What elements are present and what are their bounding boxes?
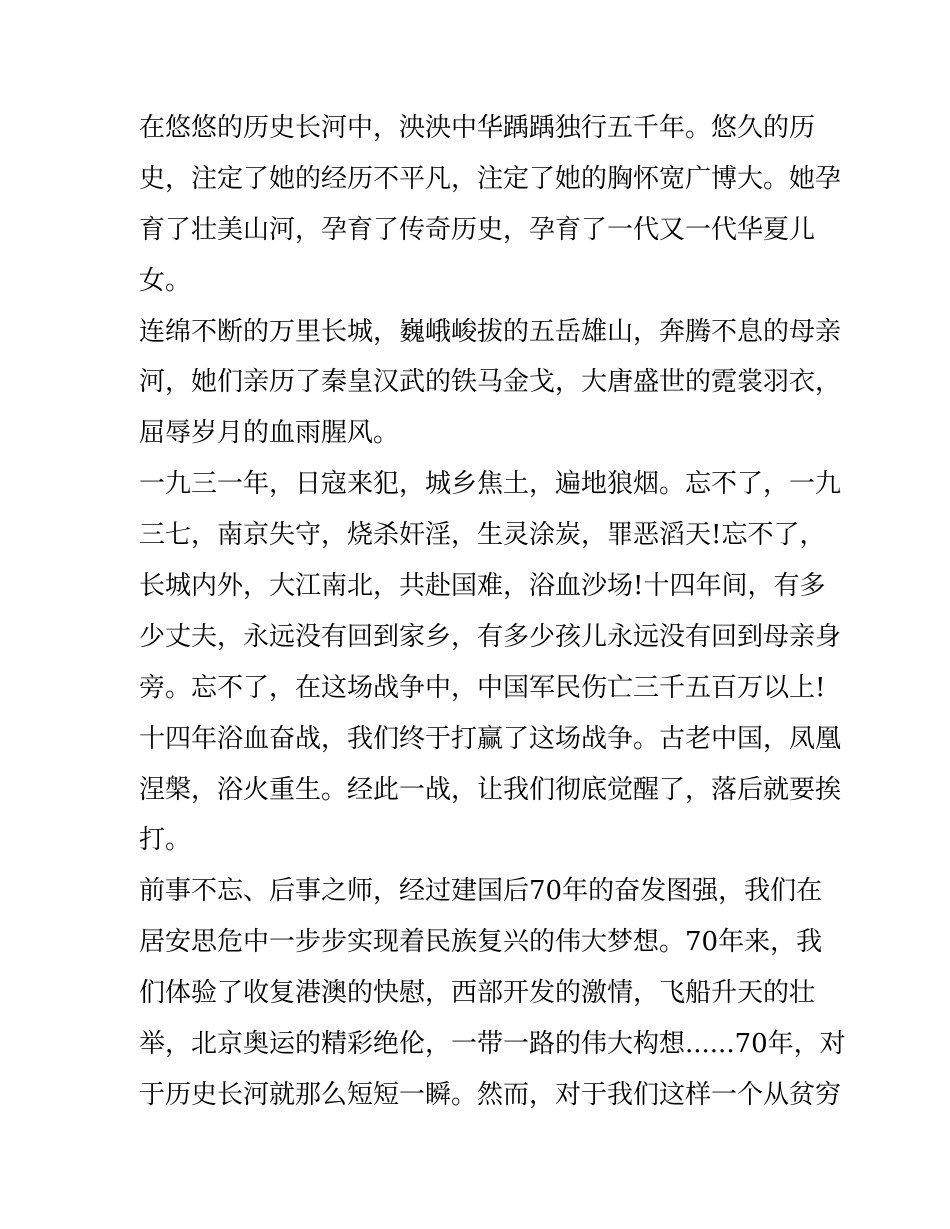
text-line: 三七，南京失守，烧杀奸淫，生灵涂炭，罪恶滔天!忘不了，: [139, 520, 826, 551]
document-body: [139, 103, 846, 1121]
text-line: 举，北京奥运的精彩绝伦，一带一路的伟大构想......70年，对: [139, 1029, 846, 1060]
paragraph-4: [139, 866, 846, 1120]
text-line: 连绵不断的万里长城，巍峨峻拔的五岳雄山，奔腾不息的母亲: [139, 316, 842, 347]
text-line: 育了壮美山河，孕育了传奇历史，孕育了一代又一代华夏儿: [139, 214, 816, 245]
text-line: 打。: [139, 825, 192, 856]
paragraph-2: [139, 307, 842, 460]
text-line: 旁。忘不了，在这场战争中，中国军民伤亡三千五百万以上!: [139, 672, 826, 703]
text-line: 屈辱岁月的血雨腥风。: [139, 418, 400, 449]
text-line: 史，注定了她的经历不平凡，注定了她的胸怀宽广博大。她孕: [139, 163, 842, 194]
text-line: 河，她们亲历了秦皇汉武的铁马金戈，大唐盛世的霓裳羽衣，: [139, 367, 842, 398]
text-line: 少丈夫，永远没有回到家乡，有多少孩儿永远没有回到母亲身: [139, 621, 842, 652]
text-line: 在悠悠的历史长河中，泱泱中华踽踽独行五千年。悠久的历: [139, 113, 816, 143]
text-line: 一九三一年，日寇来犯，城乡焦土，遍地狼烟。忘不了，一九: [139, 469, 842, 500]
paragraph-1: [139, 103, 842, 307]
text-line: 居安思危中一步步实现着民族复兴的伟大梦想。70年来，我: [139, 927, 823, 958]
text-line: 长城内外，大江南北，共赴国难，浴血沙场!十四年间，有多: [139, 571, 826, 602]
text-line: 们体验了收复港澳的快慰，西部开发的激情，飞船升天的壮: [139, 978, 816, 1009]
text-line: 女。: [139, 265, 192, 296]
text-line: 十四年浴血奋战，我们终于打赢了这场战争。古老中国，凤凰: [139, 723, 842, 754]
paragraph-3: [139, 459, 842, 866]
text-line: 涅槃，浴火重生。经此一战，让我们彻底觉醒了，落后就要挨: [139, 774, 842, 805]
text-line: 前事不忘、后事之师，经过建国后70年的奋发图强，我们在: [139, 876, 823, 907]
text-line: 于历史长河就那么短短一瞬。然而，对于我们这样一个从贫穷: [139, 1079, 842, 1110]
